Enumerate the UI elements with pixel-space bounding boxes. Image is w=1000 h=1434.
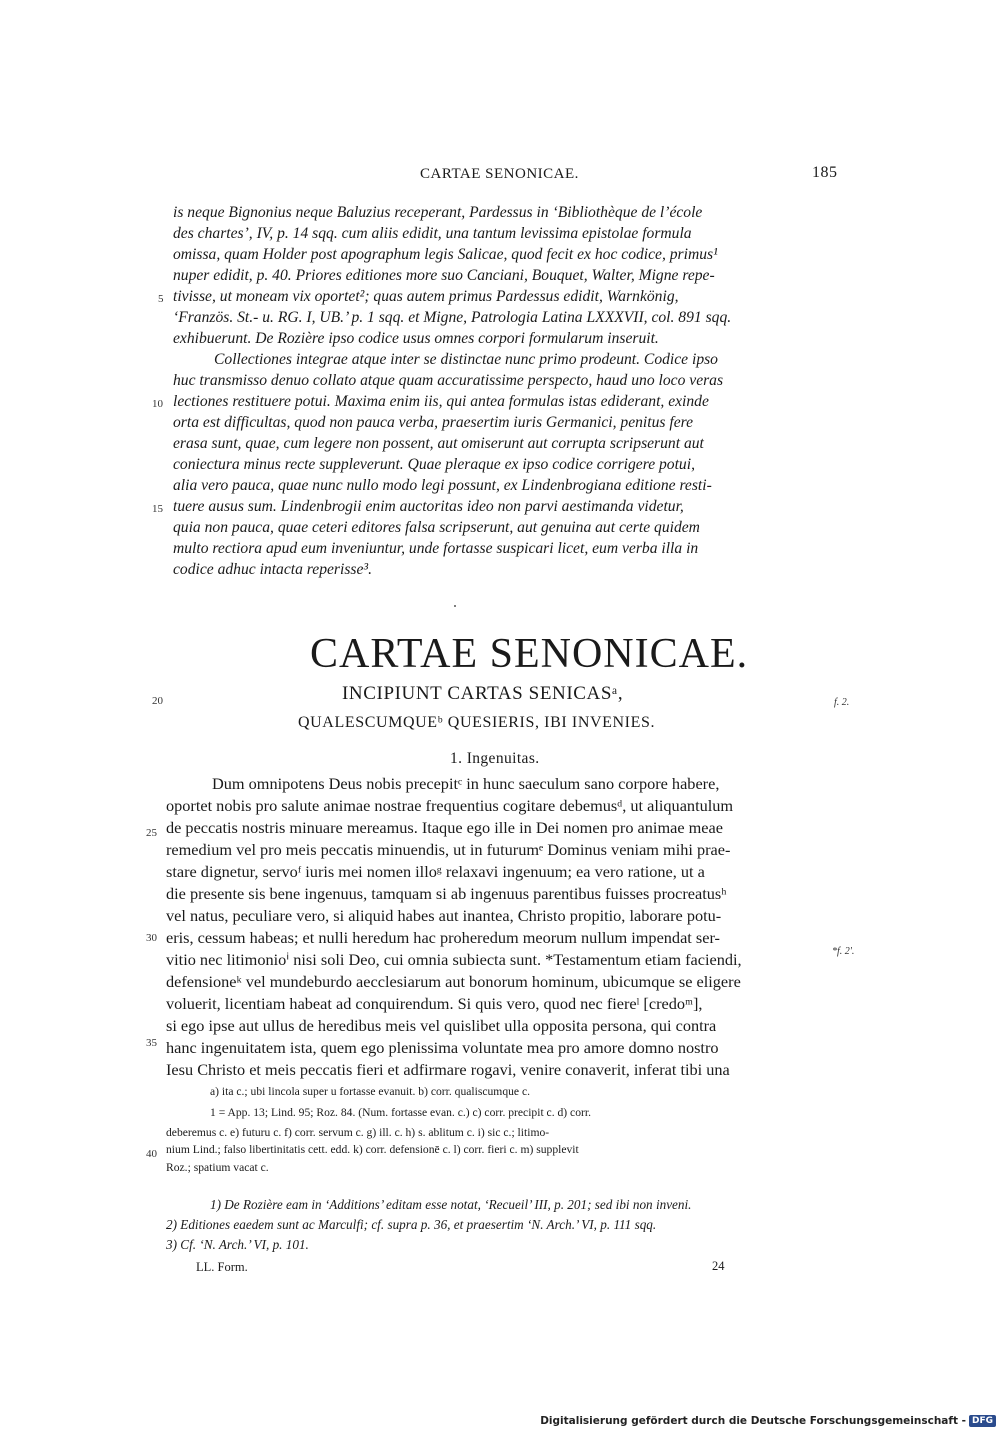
text-line: tivisse, ut moneam vix oportet²; quas autem primus Pardessus edidit, Warnkönig,	[173, 288, 679, 305]
signature-mark: LL. Form.	[196, 1260, 248, 1274]
text-line: vel natus, peculiare vero, si aliquid habes aut inantea, Christo propitio, laborare potu-	[166, 906, 722, 925]
text-line: is neque Bignonius neque Baluzius receperant, Pardessus in ‘Bibliothèque de l’école	[173, 204, 703, 221]
main-title: CARTAE SENONICAE.	[310, 631, 749, 677]
digitization-banner	[540, 1413, 996, 1429]
text-line: coniectura minus recte suppleverunt. Quae pleraque ex ipso codice corrigere potui,	[173, 456, 695, 473]
text-line: alia vero pauca, quae nunc nullo modo legi possunt, ex Lindenbrogiana editione resti-	[173, 477, 712, 494]
incipit-subheading: QUALESCUMQUEᵇ QUESIERIS, IBI INVENIES.	[298, 714, 656, 731]
text-line: de peccatis nostris minuare mereamus. Itaque ego ille in Dei nomen pro animae meae	[166, 818, 723, 837]
text-line: erasa sunt, quae, cum legere non possent, aut omiserunt aut corrupta scripserunt aut	[173, 435, 704, 452]
text-line: eris, cessum habeas; et nulli heredum hac proheredum meorum nullum impendat ser-	[166, 928, 720, 947]
text-line: oportet nobis pro salute animae nostrae frequentius cogitare debemusᵈ, ut aliquantulum	[166, 796, 734, 815]
text-line: lectiones restituere potui. Maxima enim iis, qui antea formulas istas ediderant, exinde	[173, 393, 709, 410]
running-head-title: CARTAE SENONICAE.	[420, 166, 579, 182]
text-line: des chartes’, IV, p. 14 sqq. cum aliis edidit, una tantum levissima epistolae formula	[173, 225, 692, 242]
text-line: tuere ausus sum. Lindenbrogii enim auctoritas ideo non parvi aestimanda videtur,	[173, 498, 684, 515]
text-line: remedium vel pro meis peccatis minuendis, ut in futurumᵉ Dominus veniam mihi prae-	[166, 840, 731, 859]
text-line: Dum omnipotens Deus nobis precepitᶜ in hunc saeculum sano corpore habere,	[212, 774, 720, 793]
text-line: codice adhuc intacta reperisse³.	[173, 561, 372, 578]
margin-folio-ref: *f. 2'.	[832, 946, 855, 957]
apparatus-line: a) ita c.; ubi lincola super u fortasse evanuit. b) corr. qualiscumque c.	[210, 1085, 531, 1098]
footnote: 2) Editiones eaedem sunt ac Marculfi; cf. supra p. 36, et praesertim ‘N. Arch.’ VI, p. 111 sqq.	[166, 1217, 657, 1232]
text-line: stare dignetur, servoᶠ iuris mei nomen illoᵍ relaxavi ingenuum; ea vero ratione, ut a	[166, 862, 705, 881]
line-number: 30	[146, 932, 157, 944]
text-line: Collectiones integrae atque inter se distinctae nunc primo prodeunt. Codice ipso	[214, 351, 718, 368]
text-line: Iesu Christo et meis peccatis fieri et adfirmare rogavi, venire conaverit, inferat tibi una	[166, 1060, 730, 1079]
text-line: exhibuerunt. De Rozière ipso codice usus omnes corpori formularum inseruit.	[173, 330, 659, 347]
text-line: defensioneᵏ vel mundeburdo aecclesiarum aut bonorum hominum, ubicumque se eligere	[166, 972, 741, 991]
margin-folio-ref: f. 2.	[834, 697, 850, 708]
section-title: 1. Ingenuitas.	[450, 750, 540, 767]
text-line: si ego ipse aut ullus de heredibus meis vel quislibet ulla opposita persona, qui contra	[166, 1016, 717, 1035]
page-number: 185	[812, 164, 838, 181]
text-line: ‘Französ. St.- u. RG. I, UB.’ p. 1 sqq. et Migne, Patrologia Latina LXXXVII, col. 891 sqq.	[173, 309, 732, 326]
line-number: 15	[152, 503, 163, 515]
signature-number: 24	[712, 1259, 725, 1273]
text-line: nuper edidit, p. 40. Priores editiones more suo Canciani, Bouquet, Walter, Migne repe-	[173, 267, 715, 284]
line-number: 40	[146, 1148, 157, 1160]
apparatus-line: nium Lind.; falso libertinitatis cett. edd. k) corr. defensionē c. l) corr. fieri c. m) supplevit	[166, 1143, 579, 1156]
line-number: 35	[146, 1037, 157, 1049]
line-number: 20	[152, 695, 163, 707]
text-line: omissa, quam Holder post apographum legis Salicae, quod fecit ex hoc codice, primus¹	[173, 246, 718, 263]
text-line: multo rectiora apud eum inveniuntur, unde fortasse suspicari licet, eum verba illa in	[173, 540, 699, 557]
apparatus-line: 1 = App. 13; Lind. 95; Roz. 84. (Num. fortasse evan. c.) c) corr. precipit c. d) corr.	[210, 1106, 591, 1119]
banner-text: Digitalisierung gefördert durch die Deutsche Forschungsgemeinschaft -	[540, 1415, 966, 1427]
text-line: die presente sis bene ingenuus, tamquam si ab ingenuus parentibus fuisses procreatusʰ	[166, 884, 727, 903]
text-line: hanc ingenuitatem ista, quem ego plenissima voluntate mea pro amore domno nostro	[166, 1038, 719, 1057]
text-line: orta est difficultas, quod non pauca verba, praesertim iuris Germanici, penitus fere	[173, 414, 694, 431]
footnote: 1) De Rozière eam in ‘Additions’ editam esse notat, ‘Recueil’ III, p. 201; sed ibi non inveni.	[210, 1197, 692, 1212]
text-line: vitio nec litimonioⁱ nisi soli Deo, cui omnia subiecta sunt. *Testamentum etiam faciendi,	[166, 950, 742, 969]
text-line: huc transmisso denuo collato atque quam accuratissime perspecto, haud uno loco veras	[173, 372, 724, 389]
apparatus-line: Roz.; spatium vacat c.	[166, 1161, 269, 1174]
text-line: voluerit, licentiam habeat ad conquirendum. Si quis vero, quod nec fiereˡ [credoᵐ],	[166, 994, 703, 1013]
dfg-logo: DFG	[969, 1415, 996, 1427]
line-number: 25	[146, 827, 157, 839]
incipit-heading: INCIPIUNT CARTAS SENICASᵃ,	[342, 683, 624, 704]
line-number: 10	[152, 398, 163, 410]
text-line: quia non pauca, quae ceteri editores falsa scripserunt, aut genuina aut certe quidem	[173, 519, 700, 536]
footnote: 3) Cf. ‘N. Arch.’ VI, p. 101.	[166, 1237, 309, 1252]
separator-dot	[454, 605, 456, 607]
apparatus-line: deberemus c. e) futuru c. f) corr. servum c. g) ill. c. h) s. ablitum c. i) sic c.; litimo-	[166, 1126, 550, 1139]
line-number: 5	[158, 293, 164, 305]
